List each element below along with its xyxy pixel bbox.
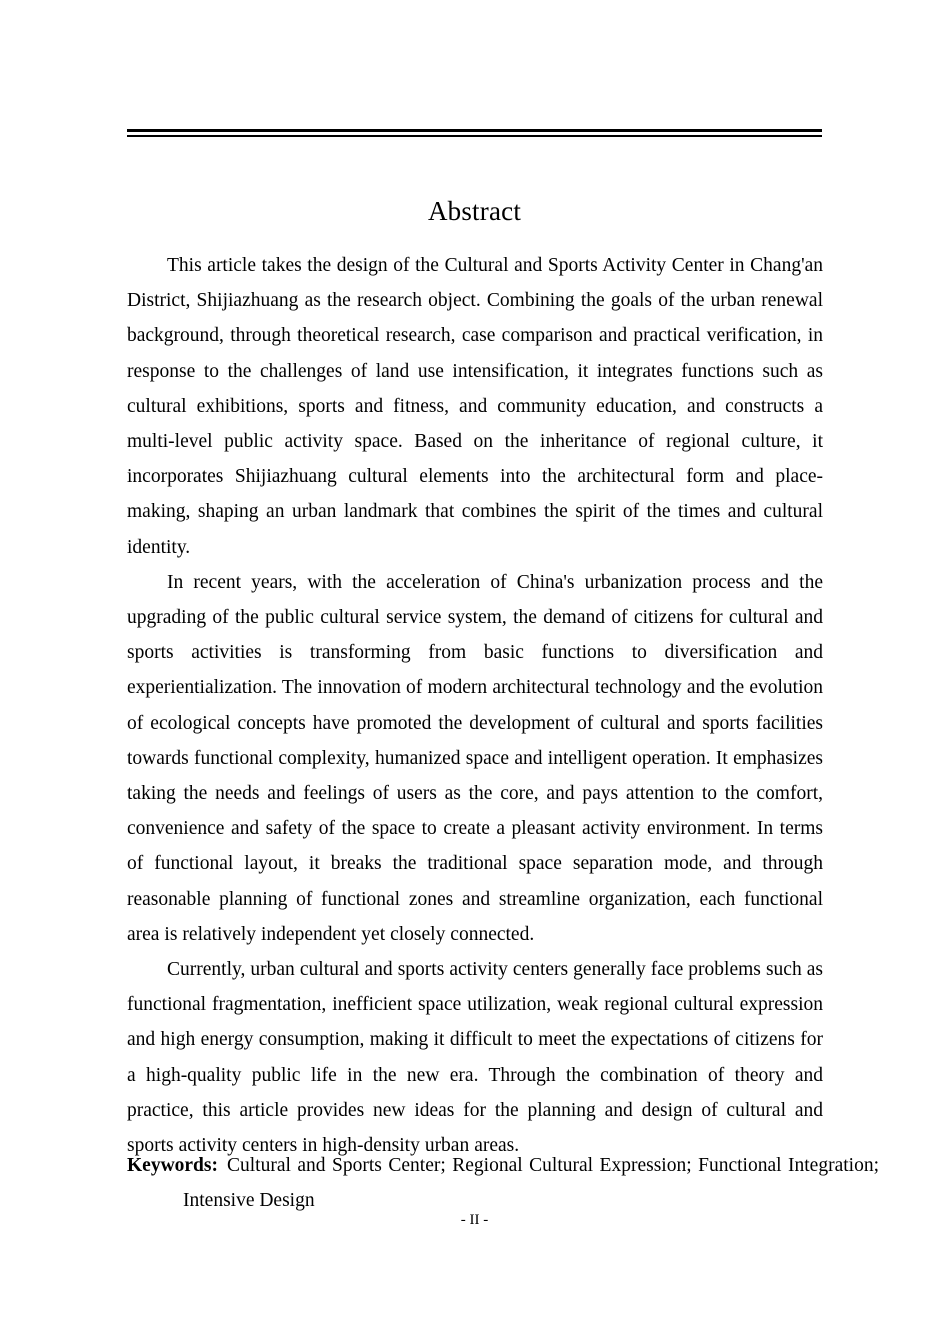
abstract-paragraph: Currently, urban cultural and sports activity centers generally face problems such as functional fragmentation, inefficient space utilization, weak regional cultural expression and high energy consumption, making it difficult to meet the expectations of citizens for a high-quality public life in the new era. Through the combination of theory and practice, this article provides new ideas for the planning and design of cultural and sports activity centers in high-density urban areas. bbox=[127, 959, 823, 1157]
footer-page-number: - II - bbox=[460, 1212, 489, 1228]
abstract-paragraph: This article takes the design of the Cultural and Sports Activity Center in Chang'an District, Shijiazhuang as the research object. Combining the goals of the urban renewal background, through theoretical research, case comparison and practical verification, in response to the challenges of land use intensification, it integrates functions such as cultural exhibitions, sports and fitness, and community education, and constructs a multi-level public activity space. Based on the inheritance of regional culture, it incorporates Shijiazhuang cultural elements into the architectural form and place-making, shaping an urban landmark that combines the spirit of the times and cultural identity. bbox=[127, 255, 823, 558]
keywords-value: Cultural and Sports Center; Regional Cultural Expression; Functional Integration; Intensive Design bbox=[183, 1154, 879, 1211]
header-rule-thin bbox=[127, 135, 822, 137]
keywords-line bbox=[127, 1148, 879, 1218]
abstract-paragraph: In recent years, with the acceleration of China's urbanization process and the upgrading of the public cultural service system, the demand of citizens for cultural and sports activities is transforming from basic functions to diversification and experientialization. The innovation of modern architectural technology and the evolution of ecological concepts have promoted the development of cultural and sports facilities towards functional complexity, humanized space and intelligent operation. It emphasizes taking the needs and feelings of users as the core, and pays attention to the comfort, convenience and safety of the space to create a pleasant activity environment. In terms of functional layout, it breaks the traditional space separation mode, and through reasonable planning of functional zones and streamline organization, each functional area is relatively independent yet closely connected. bbox=[127, 571, 823, 945]
header-rule-thick bbox=[127, 129, 822, 132]
header-double-rule bbox=[127, 129, 822, 138]
abstract-body bbox=[127, 248, 823, 1163]
page-title: Abstract bbox=[427, 196, 522, 227]
keywords-label: Keywords: bbox=[127, 1154, 218, 1176]
